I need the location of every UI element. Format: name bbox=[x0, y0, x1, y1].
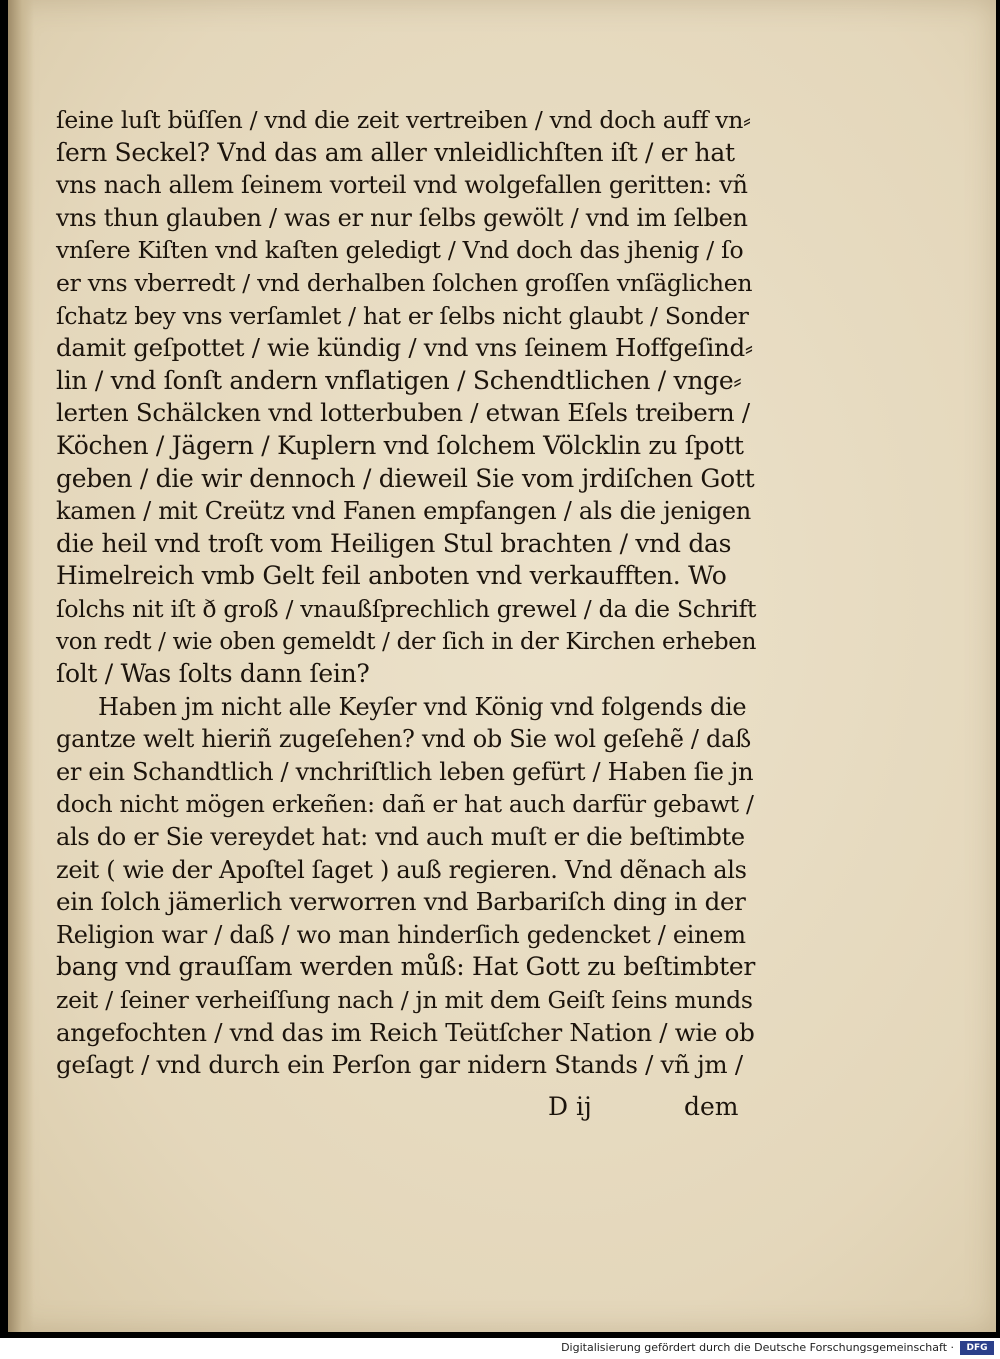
text-line: lerten Schälcken vnd lotterbuben / etwan Eſels treibern / bbox=[56, 398, 750, 428]
text-line: ſern Seckel? Vnd das am aller vnleidlichſten iſt / er hat bbox=[56, 137, 735, 167]
text-line: Himelreich vmb Gelt feil anboten vnd verkaufften. Wo bbox=[56, 561, 727, 591]
text-line: vnſere Kiſten vnd kaſten geledigt / Vnd doch das jhenig / ſo bbox=[56, 236, 744, 265]
text-line: geben / die wir dennoch / dieweil Sie vom jrdiſchen Gott bbox=[56, 463, 755, 493]
text-line: lin / vnd ſonſt andern vnflatigen / Schendtlichen / vnge⸗ bbox=[56, 365, 742, 395]
spine-shadow bbox=[8, 0, 34, 1332]
text-line: ſeine luſt büſſen / vnd die zeit vertreiben / vnd doch auff vn⸗ bbox=[56, 106, 751, 134]
text-line: ſolchs nit iſt ð groß / vnaußſprechlich grewel / da die Schrift bbox=[56, 594, 757, 623]
dfg-logo: DFG bbox=[960, 1341, 994, 1355]
text-line: vns nach allem ſeinem vorteil vnd wolgefallen geritten: vñ bbox=[56, 171, 748, 200]
text-line: doch nicht mögen erkeñen: dañ er hat auch darfür gebawt / bbox=[56, 790, 754, 819]
text-line: damit geſpottet / wie kündig / vnd vns ſeinem Hoffgeſind⸗ bbox=[56, 333, 753, 363]
text-line: angefochten / vnd das im Reich Teütſcher Nation / wie ob bbox=[56, 1017, 755, 1047]
text-line: Religion war / daß / wo man hinderſich gedencket / einem bbox=[56, 920, 746, 949]
text-line: vns thun glauben / was er nur ſelbs gewölt / vnd im ſelben bbox=[56, 203, 748, 232]
credit-bar bbox=[0, 1338, 1000, 1359]
body-text bbox=[56, 104, 756, 1082]
text-line: er ein Schandtlich / vnchriſtlich leben gefürt / Haben ſie jn bbox=[56, 757, 754, 786]
text-line: ſchatz bey vns verſamlet / hat er ſelbs nicht glaubt / Sonder bbox=[56, 301, 749, 330]
text-line: gantze welt hieriñ zugeſehen? vnd ob Sie wol geſehẽ / daß bbox=[56, 725, 751, 754]
text-line: ſolt / Was ſolts dann ſein? bbox=[56, 659, 370, 689]
paragraph-start-line: Haben jm nicht alle Keyſer vnd König vnd folgends die bbox=[98, 692, 747, 721]
book-page bbox=[8, 0, 996, 1332]
signature-mark: D ij bbox=[548, 1092, 592, 1121]
text-line: ein ſolch jämerlich verworren vnd Barbariſch ding in der bbox=[56, 887, 746, 917]
page-footer bbox=[8, 1092, 748, 1132]
text-line: Köchen / Jägern / Kuplern vnd ſolchem Völcklin zu ſpott bbox=[56, 430, 744, 460]
text-line: als do er Sie vereydet hat: vnd auch muſt er die beſtimbte bbox=[56, 823, 745, 852]
text-line: von redt / wie oben gemeldt / der ſich in der Kirchen erheben bbox=[56, 628, 757, 655]
text-line: er vns vberredt / vnd derhalben ſolchen groſſen vnſäglichen bbox=[56, 268, 753, 297]
text-line: kamen / mit Creütz vnd Fanen empfangen / als die jenigen bbox=[56, 497, 751, 526]
text-line: bang vnd grauſſam werden můß: Hat Gott zu beſtimbter bbox=[56, 952, 756, 982]
text-line: zeit / ſeiner verheiſſung nach / jn mit dem Geiſt ſeins munds bbox=[56, 986, 753, 1015]
funding-credit: Digitalisierung gefördert durch die Deutsche Forschungsgemeinschaft · bbox=[561, 1341, 954, 1354]
text-line: geſagt / vnd durch ein Perſon gar nidern Stands / vñ jm / bbox=[56, 1050, 743, 1080]
text-line: zeit ( wie der Apoſtel ſaget ) auß regieren. Vnd dẽnach als bbox=[56, 855, 747, 884]
catchword: dem bbox=[684, 1092, 739, 1121]
text-line: die heil vnd troſt vom Heiligen Stul brachten / vnd das bbox=[56, 528, 732, 558]
